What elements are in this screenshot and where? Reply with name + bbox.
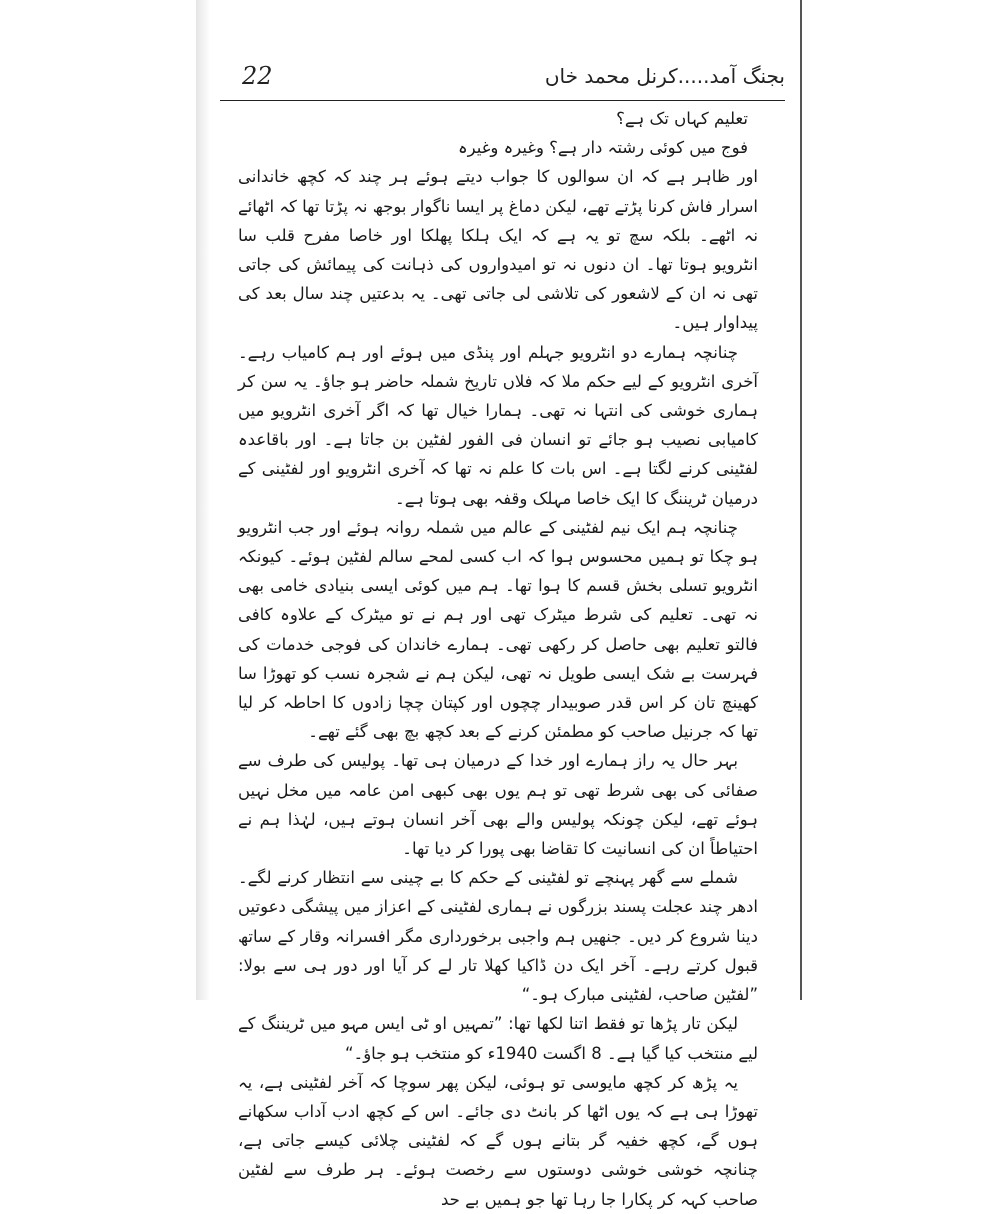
paragraph: لیکن تار پڑھا تو فقط اتنا لکھا تھا: ”تمہیں او ٹی ایس مہو میں ٹریننگ کے لیے منتخب کیا گیا ہے۔ 8 اگست 1940ء کو منتخب ہو جاؤ۔“ (238, 1014, 758, 1063)
paragraph: فوج میں کوئی رشتہ دار ہے؟ وغیرہ وغیرہ (457, 138, 748, 158)
paragraph: یہ پڑھ کر کچھ مایوسی تو ہوئی، لیکن پھر سوچا کہ آخر لفٹینی ہے، یہ تھوڑا ہی ہے کہ یوں اٹھا کر بانٹ دی جائے۔ اس کے کچھ ادب آداب سکھانے ہوں گے، کچھ خفیہ گر بتانے ہوں گے کہ لفٹینی چلائی کیسے جاتی ہے، چنانچہ خوشی خوشی دوستوں سے رخصت ہوئے۔ ہر طرف سے لفٹین صاحب کہہ کر پکارا جا رہا تھا جو ہمیں بے حد (238, 1072, 758, 1209)
paragraph: شملے سے گھر پہنچے تو لفٹینی کے حکم کا بے چینی سے انتظار کرنے لگے۔ ادھر چند عجلت پسند بزرگوں نے ہماری لفٹینی کے اعزاز میں پیشگی دعوتیں دینا شروع کر دیں۔ جنھیں ہم واجبی برخورداری مگر افسرانہ وقار کے ساتھ قبول کرتے رہے۔ آخر ایک دن ڈاکیا کھلا تار لے کر آیا اور دور ہی سے بولا: ”لفٹین صاحب، لفٹینی مبارک ہو۔“ (238, 868, 758, 1005)
paragraph: اور ظاہر ہے کہ ان سوالوں کا جواب دیتے ہوئے ہر چند کہ کچھ خاندانی اسرار فاش کرنا پڑتے تھے، لیکن دماغ پر ایسا ناگوار بوجھ نہ پڑتا تھا کہ اٹھائے نہ اٹھے۔ بلکہ سچ تو یہ ہے کہ ایک ہلکا پھلکا اور خاصا مفرح قلب سا انٹرویو ہوتا تھا۔ ان دنوں نہ تو امیدواروں کی ذہانت کی پیمائش کی جاتی تھی نہ ان کے لاشعور کی تلاشی لی جاتی تھی۔ یہ بدعتیں چند سال بعد کی پیداوار ہیں۔ (238, 167, 758, 333)
body-text (238, 104, 758, 1214)
paragraph: چنانچہ ہمارے دو انٹرویو جہلم اور پنڈی میں ہوئے اور ہم کامیاب رہے۔ آخری انٹرویو کے لیے حکم ملا کہ فلاں تاریخ شملہ حاضر ہو جاؤ۔ یہ سن کر ہماری خوشی کی انتہا نہ تھی۔ ہمارا خیال تھا کہ اگر آخری انٹرویو میں کامیابی نصیب ہو جائے تو انسان فی الفور لفٹین بن جاتا ہے۔ اور باقاعدہ لفٹینی کرنے لگتا ہے۔ اس بات کا علم نہ تھا کہ آخری انٹرویو اور لفٹینی کے درمیان ٹریننگ کا ایک خاصا مہلک وقفہ بھی ہوتا ہے۔ (238, 342, 758, 508)
page-edge (800, 0, 802, 1000)
page-header (220, 60, 785, 101)
running-title: بجنگ آمد.....کرنل محمد خاں (544, 64, 785, 88)
paragraph: تعلیم کہاں تک ہے؟ (616, 109, 748, 128)
paragraph: بہر حال یہ راز ہمارے اور خدا کے درمیان ہی تھا۔ پولیس کی طرف سے صفائی کی بھی شرط تھی تو ہم یوں بھی کبھی امن عامہ میں مخل نہیں ہوئے تھے، لیکن چونکہ پولیس والے بھی آخر انسان ہوتے ہیں، لہٰذا ہم نے احتیاطاً ان کی انسانیت کا تقاضا بھی پورا کر دیا تھا۔ (238, 751, 758, 859)
page-gutter-shadow (196, 0, 210, 1000)
page-number: 22 (242, 62, 273, 90)
paragraph: چنانچہ ہم ایک نیم لفٹینی کے عالم میں شملہ روانہ ہوئے اور جب انٹرویو ہو چکا تو ہمیں محسوس ہوا کہ اب کسی لمحے سالم لفٹین ہوئے۔ کیونکہ انٹرویو تسلی بخش قسم کا ہوا تھا۔ ہم میں کوئی ایسی بنیادی خامی بھی نہ تھی۔ تعلیم کی شرط میٹرک تھی اور ہم نے تو میٹرک کے علاوہ کافی فالتو تعلیم بھی حاصل کر رکھی تھی۔ ہمارے خاندان کی فوجی خدمات کی فہرست بے شک ایسی طویل نہ تھی، لیکن ہم نے شجرہ نسب کو تھوڑا سا کھینچ تان کر اس قدر صوبیدار چچوں اور کپتان چچا زادوں کا احاطہ کر لیا تھا کہ جرنیل صاحب کو مطمئن کرنے کے بعد کچھ بچ بھی گئے تھے۔ (238, 517, 758, 742)
